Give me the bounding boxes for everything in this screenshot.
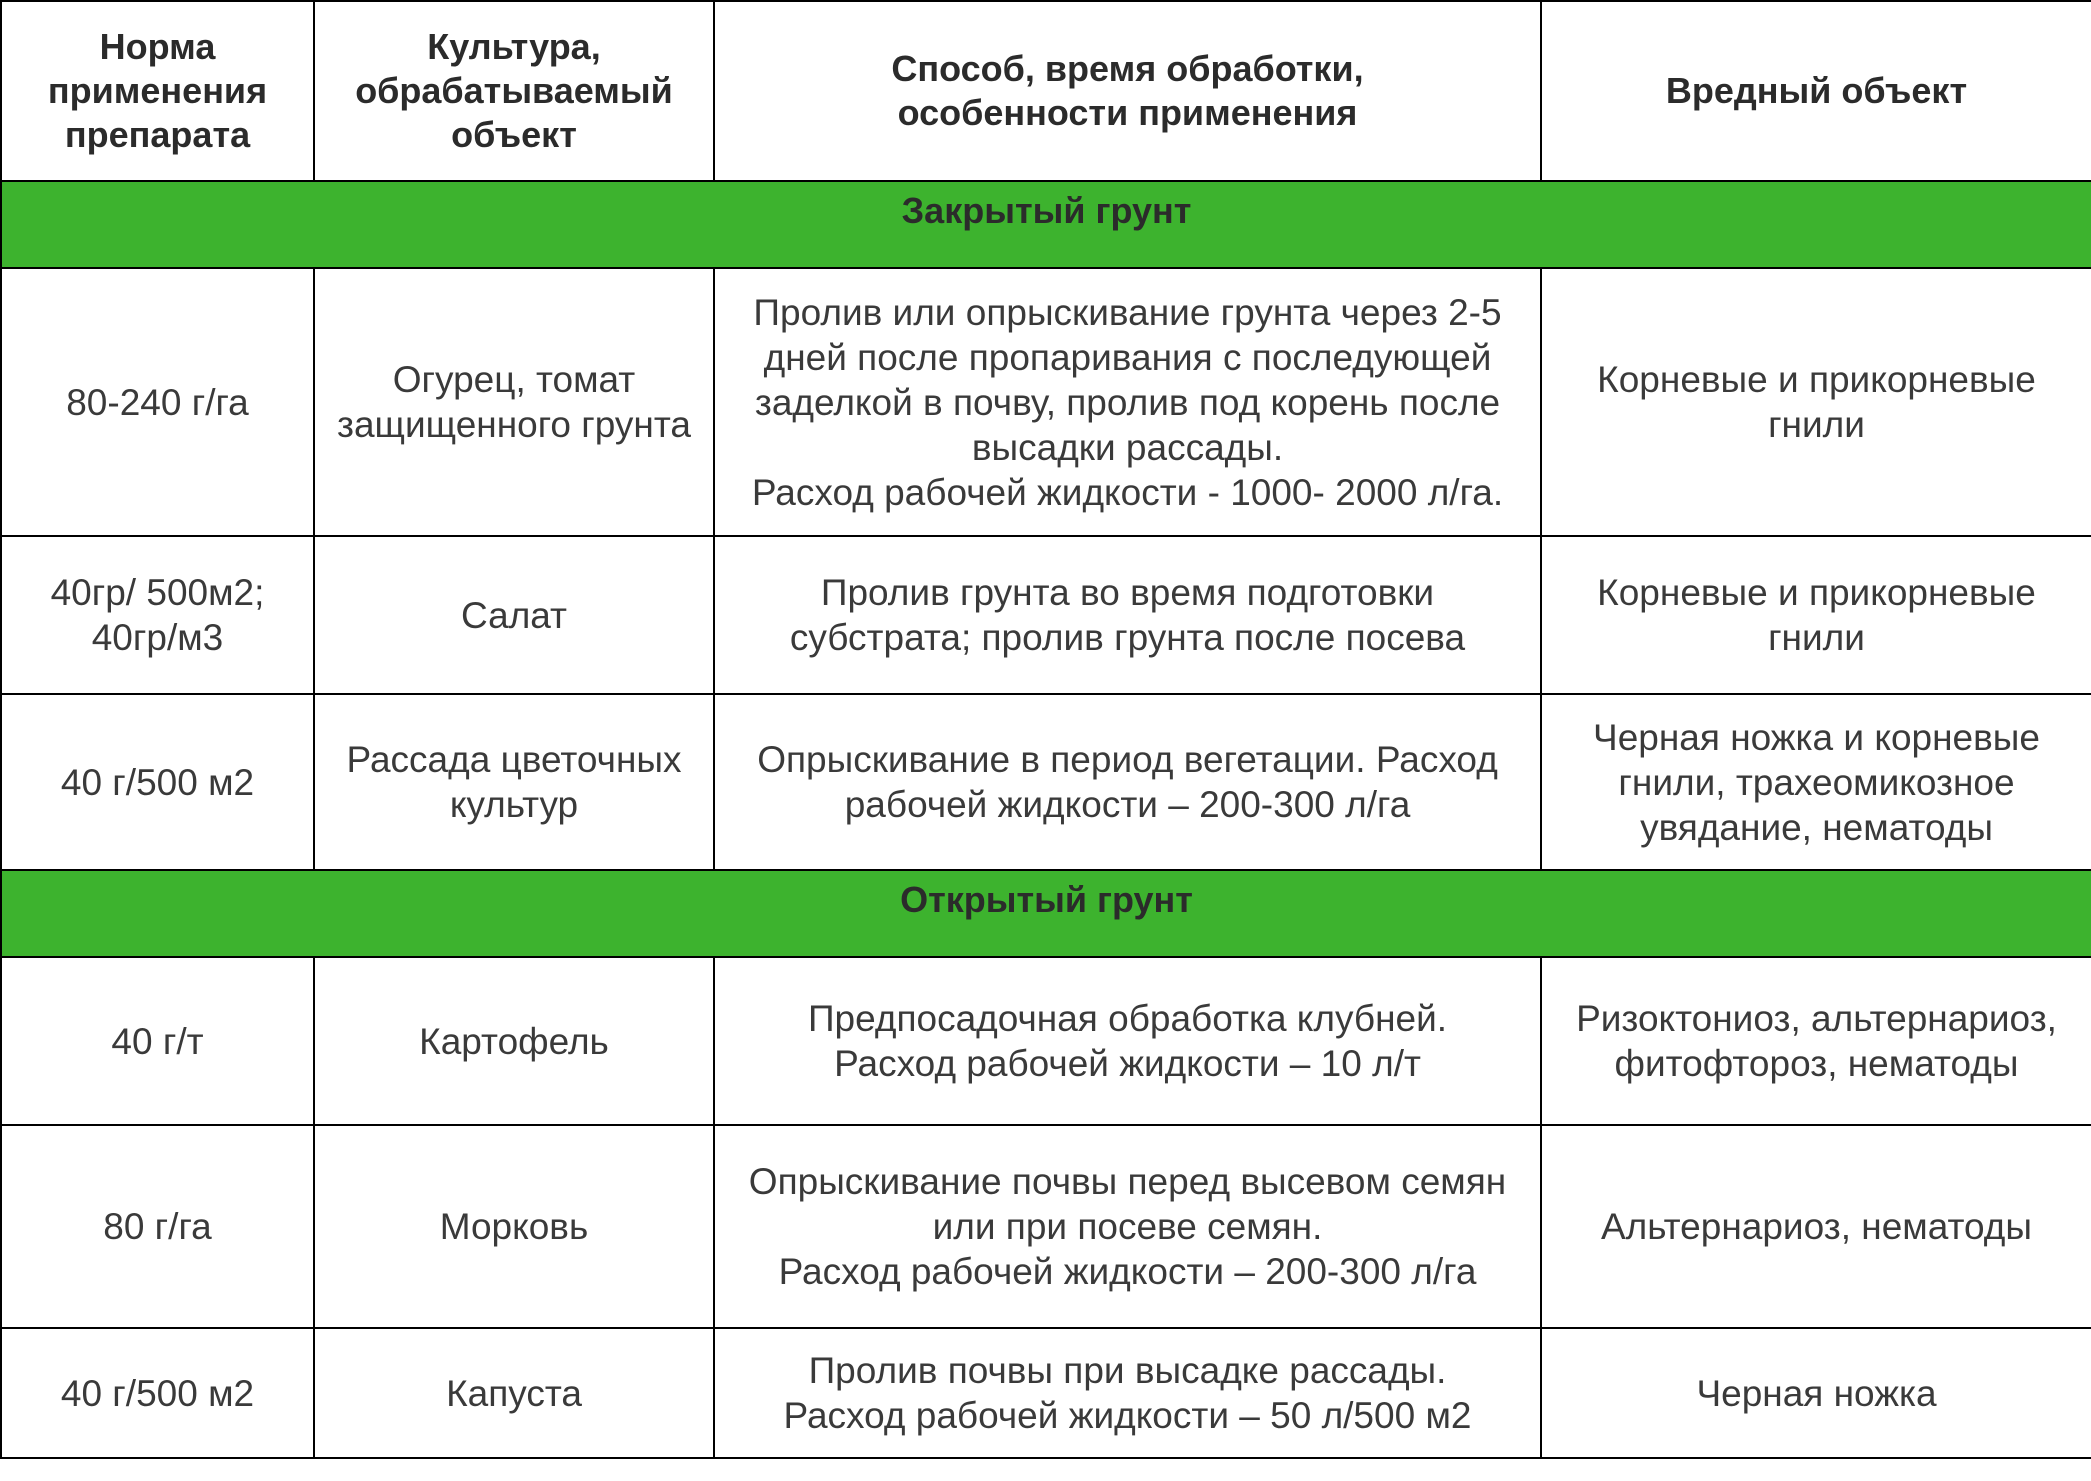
table-row xyxy=(1,268,2091,536)
header-method: Способ, время обработки, особенности применения xyxy=(714,1,1541,181)
cell-crop: Огурец, томат защищенного грунта xyxy=(314,268,714,536)
header-pest: Вредный объект xyxy=(1541,1,2091,181)
cell-rate: 40 г/500 м2 xyxy=(1,694,314,870)
cell-crop: Картофель xyxy=(314,957,714,1125)
header-crop: Культура, обрабатываемый объект xyxy=(314,1,714,181)
table-row xyxy=(1,694,2091,870)
cell-crop: Капуста xyxy=(314,1328,714,1458)
header-rate: Норма применения препарата xyxy=(1,1,314,181)
cell-pest: Альтернариоз, нематоды xyxy=(1541,1125,2091,1328)
cell-pest: Черная ножка xyxy=(1541,1328,2091,1458)
cell-crop: Морковь xyxy=(314,1125,714,1328)
cell-pest: Ризоктониоз, альтернариоз, фитофтороз, нематоды xyxy=(1541,957,2091,1125)
table-row xyxy=(1,1125,2091,1328)
table-header-row xyxy=(1,1,2091,181)
section-row-greenhouse xyxy=(1,181,2091,268)
cell-method: Пролив почвы при высадке рассады. Расход рабочей жидкости – 50 л/500 м2 xyxy=(714,1328,1541,1458)
cell-rate: 80 г/га xyxy=(1,1125,314,1328)
section-title: Закрытый грунт xyxy=(1,181,2091,268)
cell-method: Опрыскивание почвы перед высевом семян или при посеве семян. Расход рабочей жидкости – 200-300 л/га xyxy=(714,1125,1541,1328)
cell-rate: 40гр/ 500м2; 40гр/м3 xyxy=(1,536,314,694)
cell-method: Предпосадочная обработка клубней. Расход рабочей жидкости – 10 л/т xyxy=(714,957,1541,1125)
table-row xyxy=(1,536,2091,694)
cell-method: Опрыскивание в период вегетации. Расход рабочей жидкости – 200-300 л/га xyxy=(714,694,1541,870)
section-title: Открытый грунт xyxy=(1,870,2091,957)
cell-pest: Черная ножка и корневые гнили, трахеомикозное увядание, нематоды xyxy=(1541,694,2091,870)
cell-rate: 40 г/500 м2 xyxy=(1,1328,314,1458)
cell-rate: 80-240 г/га xyxy=(1,268,314,536)
table-row xyxy=(1,1328,2091,1458)
table-row xyxy=(1,957,2091,1125)
cell-crop: Рассада цветочных культур xyxy=(314,694,714,870)
cell-method: Пролив грунта во время подготовки субстрата; пролив грунта после посева xyxy=(714,536,1541,694)
section-row-open-field xyxy=(1,870,2091,957)
cell-method: Пролив или опрыскивание грунта через 2-5 дней после пропаривания с последующей заделкой в почву, пролив под корень после высадки рассады. Расход рабочей жидкости - 1000- 2000 л/га. xyxy=(714,268,1541,536)
cell-rate: 40 г/т xyxy=(1,957,314,1125)
cell-pest: Корневые и прикорневые гнили xyxy=(1541,536,2091,694)
cell-crop: Салат xyxy=(314,536,714,694)
cell-pest: Корневые и прикорневые гнили xyxy=(1541,268,2091,536)
